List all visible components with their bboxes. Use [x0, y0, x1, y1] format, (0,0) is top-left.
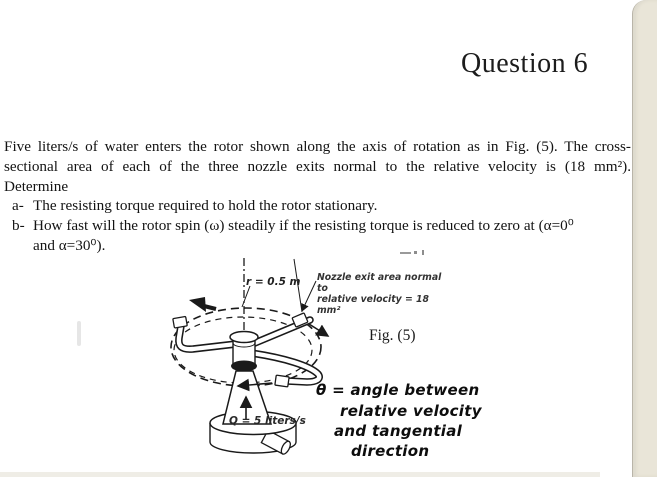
question-item-a	[12, 196, 642, 216]
radius-leader-line	[242, 286, 250, 307]
page-right-edge	[632, 0, 657, 477]
problem-line-2: sectional area of each of the three nozzle exits normal to the relative velocity is (18 mm²).	[4, 158, 631, 175]
item-marker: b-	[12, 217, 25, 234]
rotor-arm-left	[173, 316, 236, 349]
jet-arrow-upper	[309, 324, 328, 336]
rotor-arm-lower-right	[251, 353, 319, 387]
item-text: The resisting torque required to hold the rotor stationary.	[33, 197, 378, 214]
flow-rate-label: Q = 5 liters/s	[229, 415, 306, 427]
nozzle-area-label-line2: relative velocity = 18 mm²	[317, 294, 429, 316]
problem-statement	[4, 137, 631, 197]
page-bottom-edge	[0, 472, 600, 477]
print-smudge-artifact	[400, 250, 430, 256]
nozzle-area-label	[317, 272, 447, 316]
question-item-b	[12, 216, 642, 236]
figure-caption: Fig. (5)	[369, 327, 416, 344]
problem-line-1: Five liters/s of water enters the rotor shown along the axis of rotation as in Fig. (5). The cross-	[4, 138, 631, 155]
handwritten-note-line1: θ = angle between	[316, 381, 480, 399]
item-marker: a-	[12, 197, 24, 214]
faint-mark	[77, 321, 81, 346]
nozzle-sleeve	[275, 375, 289, 387]
item-marker	[12, 236, 33, 256]
nozzle-leader-line	[302, 281, 316, 311]
rotation-direction-arrow	[189, 297, 216, 312]
item-text: How fast will the rotor spin (ω) steadily if the resisting torque is reduced to zero at (α=0⁰	[33, 217, 574, 234]
handwritten-note-line4: direction	[351, 442, 430, 460]
item-text: and α=30⁰).	[33, 237, 106, 254]
handwritten-note-line2: relative velocity	[340, 402, 482, 420]
page-title: Question 6	[461, 48, 589, 79]
nozzle-sleeve	[173, 316, 187, 328]
radius-label: r = 0.5 m	[246, 276, 301, 288]
question-items	[12, 196, 642, 256]
handwritten-note-line3: and tangential	[334, 422, 463, 440]
problem-line-3: Determine	[4, 178, 69, 195]
rotor-arm-upper-right	[250, 313, 310, 345]
nozzle-area-label-line1: Nozzle exit area normal to	[317, 272, 442, 294]
rotor-hub	[230, 332, 258, 372]
